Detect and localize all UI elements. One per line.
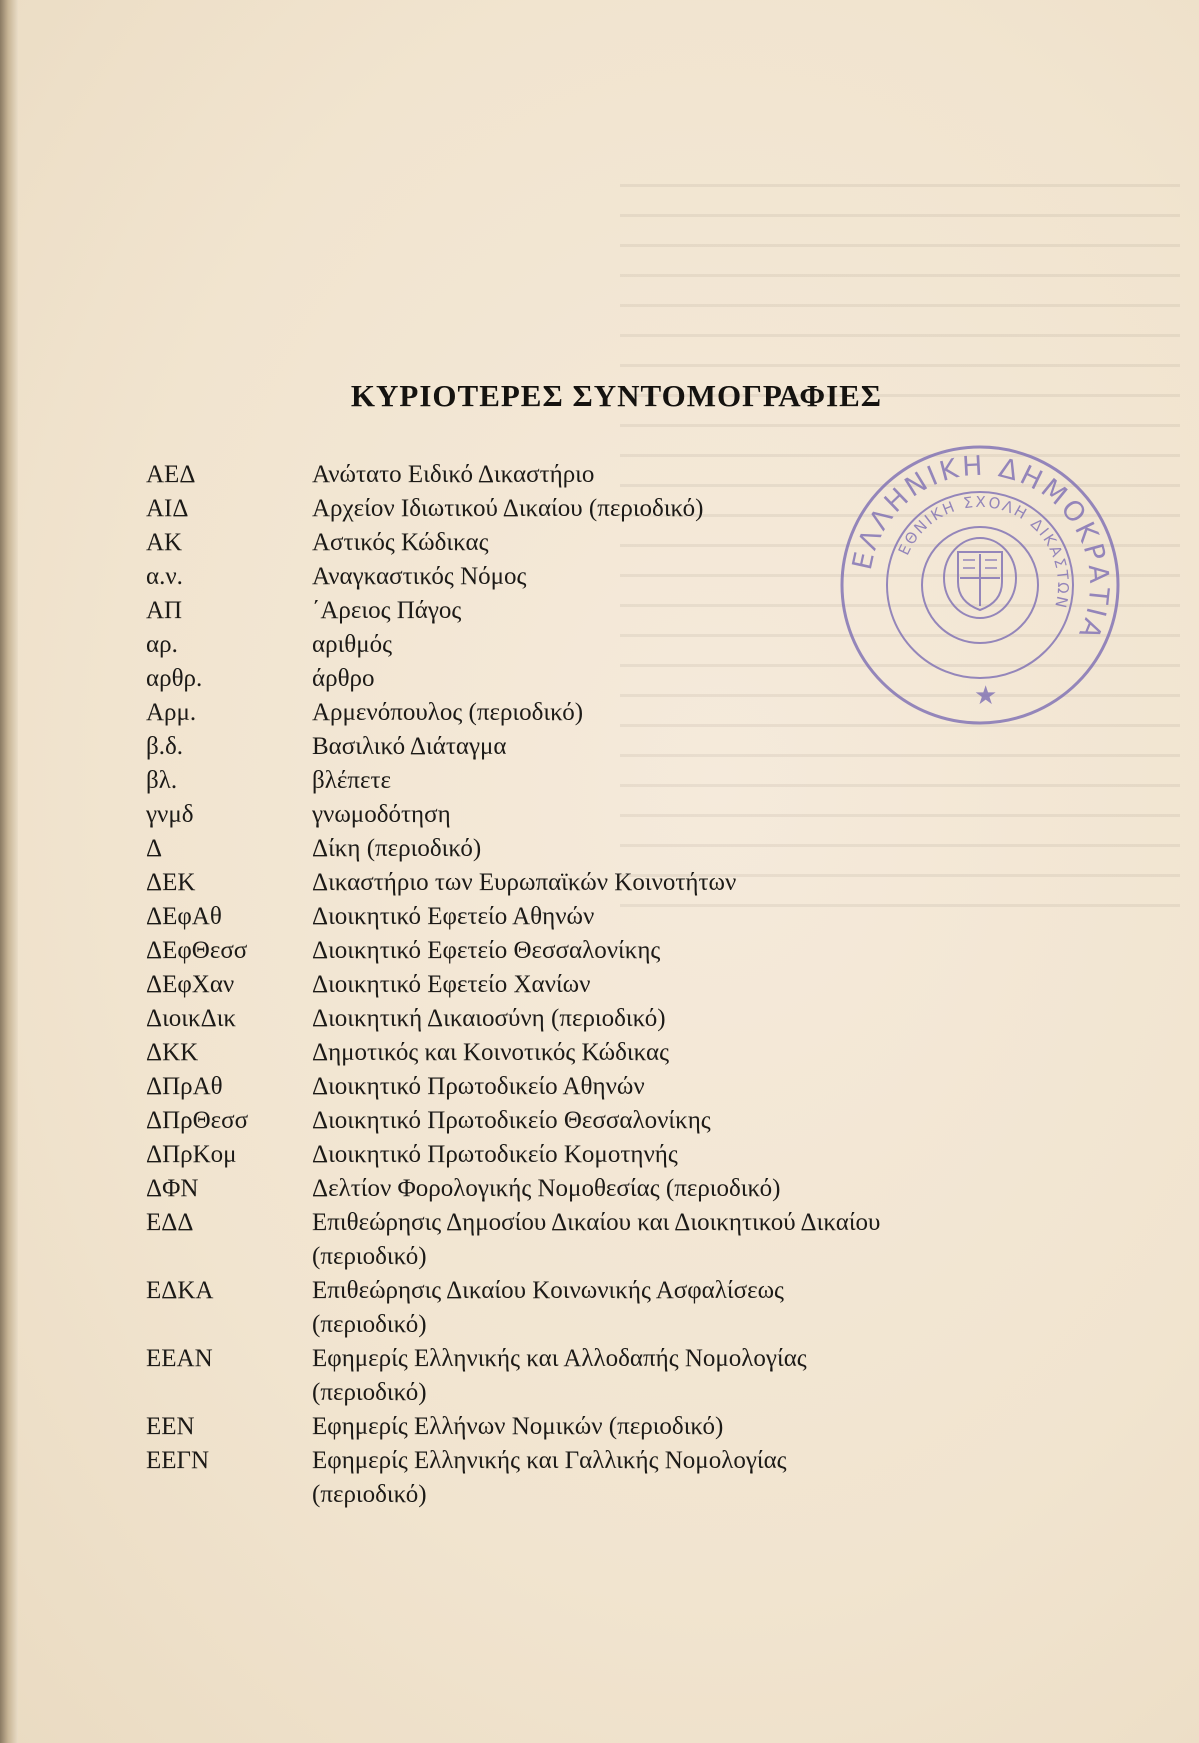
abbreviation-meaning <box>312 1206 1012 1274</box>
abbreviation-entry <box>0 1410 1199 1444</box>
abbreviation: ΔΦΝ <box>146 1175 199 1202</box>
meaning-line: Επιθεώρησις Δικαίου Κοινωνικής Ασφαλίσεως <box>312 1277 784 1304</box>
abbreviation: ΔΕφΑθ <box>146 903 222 930</box>
abbreviation-meaning <box>312 798 1012 832</box>
meaning-line: Εφημερίς Ελληνικής και Γαλλικής Νομολογίας <box>312 1447 787 1474</box>
abbreviation-meaning <box>312 730 1012 764</box>
abbreviation-entry <box>0 798 1199 832</box>
abbreviation-entry <box>0 934 1199 968</box>
abbreviation: ΑΙΔ <box>146 495 189 522</box>
meaning-line-continued: (περιοδικό) <box>312 1243 427 1270</box>
meaning-line: Διοικητικό Εφετείο Αθηνών <box>312 903 595 930</box>
meaning-line: ΄Αρειος Πάγος <box>312 597 462 624</box>
meaning-line: Βασιλικό Διάταγμα <box>312 733 507 760</box>
abbreviation: β.δ. <box>146 733 183 760</box>
abbreviation: ΕΕΑΝ <box>146 1345 213 1372</box>
abbreviation-meaning <box>312 764 1012 798</box>
abbreviation-meaning <box>312 1104 1012 1138</box>
abbreviation: α.ν. <box>146 563 183 590</box>
abbreviation: Αρμ. <box>146 699 197 726</box>
meaning-line: Επιθεώρησις Δημοσίου Δικαίου και Διοικητικού Δικαίου <box>312 1209 881 1236</box>
abbreviation: ΑΚ <box>146 529 183 556</box>
abbreviation-meaning <box>312 832 1012 866</box>
star-icon: ★ <box>974 681 998 711</box>
abbreviation: ΔΠρΑθ <box>146 1073 223 1100</box>
abbreviation-meaning <box>312 1342 1012 1410</box>
abbreviation-entry <box>0 1342 1199 1406</box>
abbreviation-meaning <box>312 1274 1012 1342</box>
abbreviation: αρθρ. <box>146 665 203 692</box>
abbreviation: αρ. <box>146 631 178 658</box>
abbreviation-meaning <box>312 866 1012 900</box>
meaning-line: Δελτίον Φορολογικής Νομοθεσίας (περιοδικό) <box>312 1175 781 1202</box>
abbreviation: ΑΠ <box>146 597 183 624</box>
abbreviation-entry <box>0 764 1199 798</box>
abbreviation-meaning <box>312 1410 1012 1444</box>
abbreviation-meaning <box>312 1172 1012 1206</box>
abbreviation-meaning <box>312 968 1012 1002</box>
meaning-line: Εφημερίς Ελλήνων Νομικών (περιοδικό) <box>312 1413 724 1440</box>
meaning-line-continued: (περιοδικό) <box>312 1379 427 1406</box>
meaning-line: Διοικητικό Πρωτοδικείο Θεσσαλονίκης <box>312 1107 711 1134</box>
abbreviation-entry <box>0 1172 1199 1206</box>
meaning-line: Δίκη (περιοδικό) <box>312 835 482 862</box>
abbreviation-entry <box>0 1138 1199 1172</box>
meaning-line: Διοικητική Δικαιοσύνη (περιοδικό) <box>312 1005 666 1032</box>
abbreviation-entry <box>0 1206 1199 1270</box>
abbreviation: ΕΔΔ <box>146 1209 194 1236</box>
meaning-line: αριθμός <box>312 631 393 658</box>
coat-of-arms-icon <box>944 538 1016 618</box>
stamp-inner-text: ΕΘΝΙΚΗ ΣΧΟΛΗ ΔΙΚΑΣΤΩΝ <box>894 492 1073 612</box>
abbreviation: Δ <box>146 835 163 862</box>
abbreviation-entry <box>0 968 1199 1002</box>
meaning-line: βλέπετε <box>312 767 392 794</box>
abbreviation-entry <box>0 1002 1199 1036</box>
meaning-line: γνωμοδότηση <box>312 801 451 828</box>
abbreviation: γνμδ <box>146 801 194 828</box>
abbreviation-entry <box>0 1104 1199 1138</box>
abbreviation-meaning <box>312 934 1012 968</box>
meaning-line: Αναγκαστικός Νόμος <box>312 563 527 590</box>
meaning-line: Δικαστήριο των Ευρωπαϊκών Κοινοτήτων <box>312 869 737 896</box>
abbreviation-entry <box>0 900 1199 934</box>
meaning-line: Δημοτικός και Κοινοτικός Κώδικας <box>312 1039 669 1066</box>
abbreviation: ΔΕφΘεσσ <box>146 937 248 964</box>
abbreviation: ΔΕΚ <box>146 869 196 896</box>
abbreviation-meaning <box>312 1036 1012 1070</box>
meaning-line: Εφημερίς Ελληνικής και Αλλοδαπής Νομολογίας <box>312 1345 807 1372</box>
meaning-line-continued: (περιοδικό) <box>312 1311 427 1338</box>
meaning-line: Διοικητικό Πρωτοδικείο Κομοτηνής <box>312 1141 678 1168</box>
abbreviation: ΔΚΚ <box>146 1039 199 1066</box>
abbreviation-entry <box>0 866 1199 900</box>
meaning-line: Αρχείον Ιδιωτικού Δικαίου (περιοδικό) <box>312 495 704 522</box>
meaning-line: Διοικητικό Εφετείο Θεσσαλονίκης <box>312 937 661 964</box>
meaning-line: άρθρο <box>312 665 375 692</box>
stamp-outer-text: ΕΛΛΗΝΙΚΗ ΔΗΜΟΚΡΑΤΙΑ <box>846 450 1115 646</box>
abbreviation-entry <box>0 1036 1199 1070</box>
meaning-line-continued: (περιοδικό) <box>312 1481 427 1508</box>
abbreviation-entry <box>0 1444 1199 1508</box>
meaning-line: Αρμενόπουλος (περιοδικό) <box>312 699 584 726</box>
abbreviation: ΑΕΔ <box>146 461 196 488</box>
abbreviation-meaning <box>312 1002 1012 1036</box>
abbreviation-entry <box>0 832 1199 866</box>
meaning-line: Αστικός Κώδικας <box>312 529 489 556</box>
abbreviation-meaning <box>312 900 1012 934</box>
abbreviation-entry <box>0 730 1199 764</box>
abbreviation-meaning <box>312 1138 1012 1172</box>
abbreviation: ΕΕΝ <box>146 1413 195 1440</box>
abbreviation-meaning <box>312 1070 1012 1104</box>
meaning-line: Ανώτατο Ειδικό Δικαστήριο <box>312 461 595 488</box>
abbreviation-entry <box>0 1070 1199 1104</box>
rubber-stamp <box>835 440 1125 730</box>
meaning-line: Διοικητικό Πρωτοδικείο Αθηνών <box>312 1073 645 1100</box>
abbreviation: ΔΠρΘεσσ <box>146 1107 249 1134</box>
abbreviation-meaning <box>312 1444 1012 1512</box>
abbreviation-entry <box>0 1274 1199 1338</box>
meaning-line: Διοικητικό Εφετείο Χανίων <box>312 971 591 998</box>
abbreviation: ΕΕΓΝ <box>146 1447 210 1474</box>
abbreviation: ΔΠρΚομ <box>146 1141 237 1168</box>
abbreviation: ΔιοικΔικ <box>146 1005 237 1032</box>
abbreviation: ΔΕφΧαν <box>146 971 235 998</box>
page-title: ΚΥΡΙΟΤΕΡΕΣ ΣΥΝΤΟΜΟΓΡΑΦΙΕΣ <box>350 378 883 413</box>
abbreviation: βλ. <box>146 767 178 794</box>
abbreviation: ΕΔΚΑ <box>146 1277 214 1304</box>
